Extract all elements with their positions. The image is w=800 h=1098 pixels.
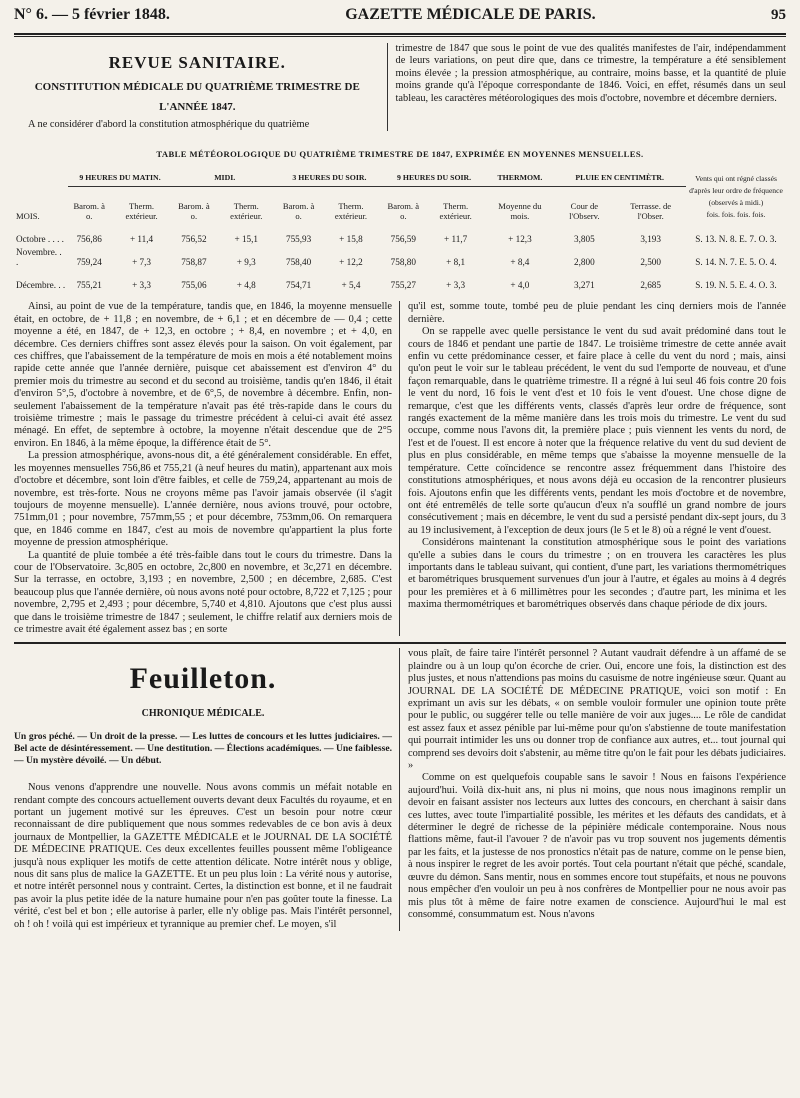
cell: S. 19. N. 5. E. 4. O. 3. — [695, 280, 777, 291]
page-number: 95 — [770, 7, 786, 23]
feuilleton-right-paragraph-2: Comme on est quelquefois coupable sans le savoir ! Nous en faisons l'expérience aujourd'hui. Voilà dix-huit ans, ni plus ni moins, que nous nous imaginons remplir un devoir en faisant assister nos lecteurs aux luttes des concours, en cherchant à saisir dans ces luttes, avec toute l'impartialité possible, les mérites et les défauts des candidats, et à déterminer le degré de richesse de la pépinière médicale contemporaine. Nous nous flattions même, faut-il l'avouer ? de n'avoir pas vu trop souvent nos jugements démentis par les faits, et la justesse de nos pronostics n'était pas de nature, comme on le pense bien, à nous inspirer le regret de les avoir portés. Tout cela pourtant n'était que péché, scandale, œuvre du démon. Sans mentir, nous en sommes encore tout stupéfaits, et nous ne pouvons nous empêcher d'en vouloir un peu à nos confrères de Montpellier pour ne nous avoir pas mis plus tôt à même de faire notre examen de conscience. Aujourd'hui le mal est consommé, consummatum est. Nous n'avons — [408, 772, 786, 920]
row-month: Octobre . . . . — [16, 234, 64, 245]
cell: 2,685 — [640, 280, 661, 291]
cell: 755,27 — [390, 280, 416, 291]
revue-top — [14, 43, 786, 131]
feuilleton-right — [400, 648, 786, 931]
cell: 758,40 — [285, 257, 312, 268]
cell: 3,193 — [640, 234, 661, 245]
cell: 754,71 — [285, 280, 312, 291]
cell: 758,80 — [390, 257, 416, 268]
row-month: Décembre. . . — [16, 280, 66, 291]
table-row — [14, 268, 786, 291]
cell: + 12,3 — [508, 234, 532, 245]
cell: + 12,2 — [339, 257, 363, 268]
cell: 2,800 — [574, 257, 595, 268]
cell: + 15,8 — [339, 234, 363, 245]
table-row — [14, 222, 786, 245]
cell: + 4,8 — [236, 280, 256, 291]
paragraph-pression: La pression atmosphérique, avons-nous dit, a été généralement considérable. En effet, les moyennes mensuelles 756,86 et 755,21 (à neuf heures du matin), appartenant aux mois d'octobre et décembre, sont loin d'être faibles, et celle de 759,24, appartenant au mois de novembre, est très-forte. Nous ne croyons même pas l'avoir jamais observée (il s'agit toujours de moyenne mensuelle). L'année dernière, nous avions trouvé, pour octobre, 751mm,01 ; pour novembre, 757mm,55 ; et pour décembre, 753mm,06. On remarquera que, en 1846 comme en 1847, c'est au mois de novembre qu'appartient la plus forte moyenne de pression atmosphérique. — [14, 450, 392, 549]
feuilleton-left-paragraph: Nous venons d'apprendre une nouvelle. Nous avons commis un méfait notable en rendant compte des concours actuellement ouverts devant deux Facultés du royaume, et en portant un jugement motivé sur les épreuves. C'est un besoin pour notre cœur reconnaissant de dire publiquement que nous sommes redevables de ce bon avis à deux journaux de Montpellier, la GAZETTE MÉDICALE et le JOURNAL DE LA SOCIÉTÉ DE MÉDECINE PRATIQUE. Ces deux excellentes feuilles poussent même l'obligeance jusqu'à nous expliquer les motifs de cette attention délicate. Notre intérêt nous y oblige, nous dit sans plus de malice la GAZETTE. Et un peu plus loin : La vérité nous y autorise, et notre intérêt personnel nous y contraint. Certes, la distinction est bonne, et il ne faudrait pas avoir la plus petite idée de la nature humaine pour n'en pas goûter toute la finesse. La vérité, c'est bel et bon ; elle autorise à parler, elle n'y oblige pas. Mais l'intérêt personnel, oh ! oh ! voilà qui est impérieux et tyrannique au premier chef. Le moyen, s'il — [14, 782, 392, 930]
cell: 756,59 — [390, 234, 416, 245]
feuilleton — [14, 648, 786, 931]
chronique-summary: Un gros péché. — Un droit de la presse. — Les luttes de concours et les luttes judiciaires. — Bel acte de désintéressement. — Une destitution. — Élections académiques. — Une faiblesse. — Un mystère dévoilé. — Un début. — [14, 731, 392, 766]
cell: + 3,3 — [132, 280, 152, 291]
cell: + 11,7 — [444, 234, 468, 245]
revue-subtitle-2: L'ANNÉE 1847. — [159, 101, 236, 113]
group-noon: MIDI. — [172, 167, 277, 186]
cell: + 7,3 — [132, 257, 152, 268]
cell: 756,86 — [76, 234, 102, 245]
revue-body — [14, 301, 786, 636]
cell: + 5,4 — [341, 280, 361, 291]
paragraph-temperature: Ainsi, au point de vue de la température, tandis que, en 1846, la moyenne mensuelle était, en octobre, de + 11,8 ; en novembre, de + 6,1 ; et en décembre de — 0,4 ; cette moyenne a été, en 1847, de + 12,3, en octobre ; + 8,4, en novembre ; et + 4,0, en décembre. Ces derniers chiffres sont assez élevés pour la saison. On voit également, par ces chiffres, que l'abaissement de la température de mois en mois a été notablement moins rapide cette année que l'année dernière, puisque cet abaissement est d'environ 4° du premier mois du trimestre au second et du second au troisième, tandis qu'en 1846, il était d'environ 5°,5, d'octobre à novembre, et de 6°,5, de novembre à décembre. Enfin, non-seulement l'abaissement de la température n'avait pas été très-rapide dans le cours du troisième trimestre ; mais le passage du trimestre précédent à celui-ci avait été assez ménagé. En effet, de septembre à octobre, la moyenne n'était descendue que de 2°5 environ. En 1846, à la même époque, la différence était de 5°. — [14, 301, 392, 449]
meteorological-table — [14, 167, 786, 291]
row-month: Novembre. . . — [16, 247, 62, 268]
table-row — [14, 245, 786, 268]
revue-title: REVUE SANITAIRE. — [108, 53, 286, 72]
paragraph-continuation: qu'il est, somme toute, tombé peu de pluie pendant les cinq derniers mois de l'année dernière. — [408, 301, 786, 325]
page-header — [14, 6, 786, 35]
newspaper-page — [14, 6, 786, 1092]
cell: 759,24 — [76, 257, 102, 268]
group-rain: PLUIE EN CENTIMÈTR. — [553, 167, 686, 186]
cell: + 3,3 — [446, 280, 466, 291]
col-therm-three: Therm. extérieur. — [334, 201, 368, 222]
issue-number: N° 6. — 5 février 1848. — [14, 6, 170, 23]
cell: 2,500 — [640, 257, 661, 268]
group-thermo: THERMOM. — [486, 167, 553, 186]
feuilleton-right-paragraph-1: vous plaît, de faire taire l'intérêt personnel ? Autant vaudrait défendre à un affamé de se plaindre ou à un loup qu'on écorche de crier. Oui, encore une fois, la distinction est des plus justes, et nous n'attendions pas moins du casuisme de notre ingénieuse sœur. Quant au JOURNAL DE LA SOCIÉTÉ DE MÉDECINE PRATIQUE, voici son motif : En exprimant un avis sur les débats, « on semble vouloir formuler une opinion toute prête pour le public, ou suggérer telle ou telle manière de voir aux juges.... Le rôle de candidat est assez faux et assez pénible par lui-même pour qu'on s'abstienne de toute manifestation qui pourrait intimider les uns ou donner trop de confiance aux autres, et... tout journal qui comprend ses devoirs doit s'abstenir, au même titre qu'on le fait pour les débats judiciaires. » — [408, 648, 786, 772]
cell: + 8,4 — [510, 257, 530, 268]
cell: 758,87 — [181, 257, 207, 268]
revue-body-left — [14, 301, 400, 636]
feuilleton-rule — [14, 642, 786, 644]
col-barom-three: Barom. à o. — [282, 201, 315, 222]
cell: + 15,1 — [234, 234, 259, 245]
paragraph-variations: Considérons maintenant la constitution atmosphérique sous le point des variations qu'elle a subies dans le cours du trimestre ; on en trouvera les caractères les plus importants dans le tableau suivant, qui contient, d'une part, les variations thermométriques et barométriques brusquement survenues d'un jour à l'autre, et égales au moins à 4 degrés pour les premières et à 6 millimètres pour les secondes ; d'autre part, les minima et les maxima thermométriques et barométriques observés dans chaque période de dix jours. — [408, 537, 786, 611]
revue-intro: A ne considérer d'abord la constitution atmosphérique du quatrième — [28, 119, 310, 130]
cell: + 4,0 — [510, 280, 530, 291]
col-court: Cour de l'Observ. — [569, 201, 600, 222]
paragraph-pluie: La quantité de pluie tombée a été très-faible dans tout le cours du trimestre. Dans la cour de l'Observatoire. 3c,805 en octobre, 2c,800 en novembre, et 3c,271 en décembre. Sur la terrasse, en octobre, 3,193 ; en novembre, 2,500 ; en décembre, 2,685. C'est beaucoup plus que l'année dernière, où nous avons noté pour octobre, 8,722 et 7,125 ; pour novembre, 2,795 et 2,493 ; pour décembre, 5,740 et 4,810. Ajoutons que c'est plus aussi que dans le troisième trimestre de 1847 ; seulement, le chiffre relatif aux derniers mois de ce trimestre avait été également assez bas ; en sorte — [14, 549, 392, 635]
group-three: 3 HEURES DU SOIR. — [277, 167, 382, 186]
feuilleton-title: Feuilleton. — [129, 662, 277, 696]
col-therm-noon: Therm. extérieur. — [230, 201, 263, 222]
cell: 3,805 — [574, 234, 595, 245]
cell: S. 13. N. 8. E. 7. O. 3. — [695, 234, 777, 245]
col-barom-morning: Barom. à o. — [73, 201, 105, 222]
cell: 755,93 — [285, 234, 312, 245]
revue-right — [388, 43, 786, 131]
group-winds — [686, 167, 786, 222]
header-rule — [14, 36, 786, 37]
cell: 755,06 — [181, 280, 207, 291]
col-barom-nine: Barom. à o. — [387, 201, 420, 222]
winds-fois: fois. fois. fois. fois. — [706, 210, 766, 220]
revue-left — [14, 43, 388, 131]
col-therm-morning: Therm. extérieur. — [125, 201, 158, 222]
chronique-heading: CHRONIQUE MÉDICALE. — [141, 708, 265, 720]
cell: + 9,3 — [236, 257, 256, 268]
journal-title: GAZETTE MÉDICALE DE PARIS. — [345, 6, 596, 23]
revue-subtitle-1: CONSTITUTION MÉDICALE DU QUATRIÈME TRIMESTRE DE — [34, 81, 360, 93]
group-nine: 9 HEURES DU SOIR. — [382, 167, 487, 186]
paragraph-vents: On se rappelle avec quelle persistance le vent du sud avait prédominé dans tout le cours de 1846 et pendant une partie de 1847. Le troisième trimestre de cette année avait enfin vu cette prédominance cesser, et faire place à celle du vent du nord ; mais, ainsi qu'on peut le voir sur le tableau précédent, le vent du sud l'emporte de nouveau, et d'une façon remarquable, dans le quatrième trimestre. Il a régné à lui seul 46 fois contre 20 fois le vent du nord, 16 fois le vent d'est et 10 fois le vent d'ouest. Une chose digne de remarque, c'est que les différents vents, classés d'après leur ordre de fréquence, sont rangés exactement de la même manière dans les trois mois du trimestre. Le vent du sud occupe, comme nous l'avons dit, la première place ; puis viennent les vents du nord, de l'est et de l'ouest. Il est encore à noter que la fréquence relative du vent du sud devient de plus en plus considérable, en même temps que s'abaisse la moyenne mensuelle de la température. Cette coïncidence se rencontre assez fréquemment dans l'histoire des constitutions atmosphériques, et nous avons déjà eu occasion de la rencontrer plusieurs fois. Ajoutons enfin que les différents vents, pendant les mois d'octobre et de novembre, ont été entremêlés de telle sorte qu'aucun d'eux n'a soufflé un grand nombre de jours consécutivement ; mais en décembre, le vent du sud a persisté pendant dix-sept jours, du 3 au 19 inclusivement, à l'exception de deux jours (le 5 et le 8) où a régné le vent d'ouest. — [408, 326, 786, 536]
revue-right-paragraph: trimestre de 1847 que sous le point de vue des qualités manifestes de l'air, indépendamment de leurs variations, on peut dire que, dans ce trimestre, la température a été sensiblement moins élevée ; la pression atmosphérique, au contraire, moins basse, et la quantité de pluie moins grande qu'à l'époque correspondante de 1846. Voici, en effet, résumés dans un seul tableau, les caractères météorologiques des mois d'octobre, novembre et décembre derniers. — [395, 43, 786, 104]
winds-caption: Vents qui ont régné classés d'après leur ordre de fréquence (observés à midi.) — [689, 174, 783, 208]
col-month: MOIS. — [16, 211, 40, 222]
revue-body-right — [400, 301, 786, 636]
cell: S. 14. N. 7. E. 5. O. 4. — [695, 257, 777, 268]
feuilleton-left — [14, 648, 400, 931]
cell: + 8,1 — [446, 257, 466, 268]
col-mean: Moyenne du mois. — [498, 201, 542, 222]
cell: 755,21 — [76, 280, 102, 291]
cell: + 11,4 — [129, 234, 154, 245]
cell: 3,271 — [574, 280, 595, 291]
col-therm-nine: Therm. extérieur. — [439, 201, 472, 222]
table-title: TABLE MÉTÉOROLOGIQUE DU QUATRIÈME TRIMESTRE DE 1847, EXPRIMÉE EN MOYENNES MENSUELLES. — [156, 149, 644, 160]
cell: 756,52 — [181, 234, 207, 245]
group-morning: 9 HEURES DU MATIN. — [68, 167, 173, 186]
col-barom-noon: Barom. à o. — [178, 201, 210, 222]
col-terrace: Terrasse. de l'Obser. — [630, 201, 672, 222]
